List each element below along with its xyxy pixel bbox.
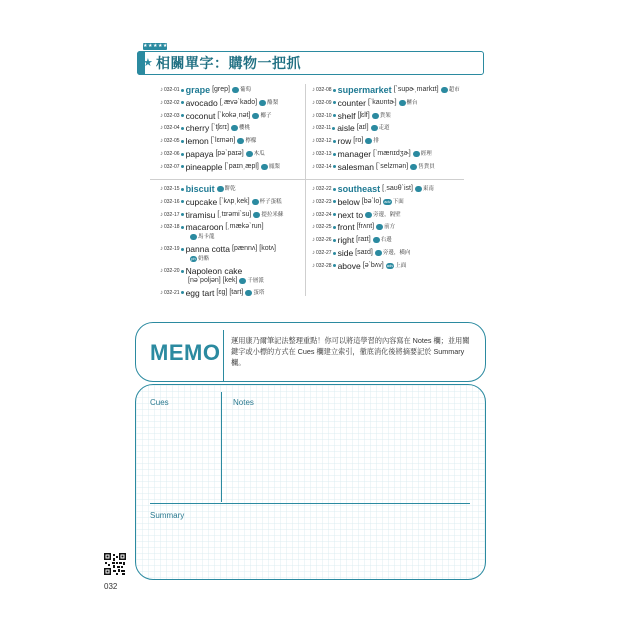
- part-of-speech-badge: adv: [386, 262, 394, 268]
- part-of-speech-badge: [190, 234, 197, 240]
- vocab-item: [160, 243, 276, 255]
- star-icon: ★: [143, 57, 153, 69]
- vocab-ipa: [ˋkokəˌnət]: [217, 111, 251, 119]
- vocab-translation: 排: [373, 138, 379, 145]
- vocab-item: [160, 110, 271, 122]
- part-of-speech-badge: [410, 164, 417, 170]
- vocab-ipa: [ʃɛlf]: [357, 111, 370, 119]
- note-icon[interactable]: ♪: [160, 112, 163, 119]
- vocab-item: [160, 122, 250, 134]
- audio-track-code: 032-15: [164, 186, 180, 192]
- vocab-ipa: [raɪt]: [356, 236, 371, 244]
- note-icon[interactable]: ♪: [312, 151, 315, 157]
- dot-icon: [181, 114, 184, 117]
- vocab-translation: 杯子蛋糕: [259, 198, 282, 205]
- vocab-item-continued: [188, 253, 209, 265]
- part-of-speech-badge: [261, 164, 268, 170]
- part-of-speech-badge: [231, 125, 238, 131]
- vocab-translation: 前方: [384, 224, 396, 231]
- dot-icon: [181, 248, 184, 251]
- vocab-translation: 馬卡龍: [198, 234, 215, 241]
- vocab-item: [312, 247, 410, 259]
- dot-icon: [333, 165, 336, 168]
- note-icon[interactable]: ♪: [160, 268, 163, 274]
- audio-track-code: 032-10: [316, 112, 332, 119]
- dot-icon: [181, 270, 184, 273]
- dot-icon: [333, 264, 336, 267]
- audio-track-code: 032-23: [316, 198, 332, 205]
- vocab-translation: 酪梨: [267, 99, 279, 106]
- vocab-translation: 右邊: [380, 237, 392, 244]
- vocab-item: [312, 161, 435, 173]
- dot-icon: [181, 200, 184, 203]
- vocab-item: [312, 135, 379, 147]
- part-of-speech-badge: [239, 278, 246, 284]
- vocab-item: [312, 97, 418, 109]
- vocab-ipa: [ˋpaɪnˌæpḷ]: [224, 162, 259, 170]
- audio-track-code: 032-26: [316, 237, 332, 244]
- vocab-ipa: [ro]: [353, 137, 364, 145]
- audio-track-code: 032-25: [316, 224, 332, 231]
- vocab-ipa: [ˌsaʊθˋist]: [382, 185, 413, 192]
- dot-icon: [333, 140, 336, 143]
- audio-track-code: 032-01: [164, 87, 180, 93]
- note-icon[interactable]: ♪: [160, 198, 163, 205]
- part-of-speech-badge: [376, 224, 383, 230]
- dot-icon: [333, 89, 336, 92]
- vocab-item: [312, 209, 401, 221]
- vocab-word: salesman: [337, 161, 374, 172]
- dot-icon: [181, 213, 184, 216]
- note-icon[interactable]: ♪: [312, 125, 315, 132]
- vocab-ipa: [ˌtɪrəmiˋsu]: [217, 210, 252, 218]
- vocab-item: [160, 183, 236, 195]
- vocab-translation: 上面: [395, 262, 407, 269]
- dot-icon: [333, 213, 336, 216]
- note-icon[interactable]: ♪: [160, 151, 163, 157]
- audio-track-code: 032-05: [164, 138, 180, 145]
- vocab-ipa: [ɛg] [tart]: [216, 288, 244, 296]
- vocab-ipa: [ˋlɛmən]: [210, 137, 236, 145]
- dot-icon: [181, 89, 184, 92]
- vocab-item: [312, 148, 432, 160]
- vocab-item: [160, 148, 265, 160]
- audio-track-code: 032-09: [316, 99, 332, 106]
- vocab-translation: 東南: [422, 186, 434, 192]
- vocab-word: right: [337, 235, 355, 246]
- vocab-item: [312, 122, 390, 134]
- dot-icon: [333, 114, 336, 117]
- note-icon[interactable]: ♪: [312, 224, 315, 231]
- vocab-ipa: [ˌmækəˋrun]: [225, 223, 264, 231]
- audio-track-code: 032-20: [164, 268, 180, 274]
- note-icon[interactable]: ♪: [312, 87, 315, 93]
- vocab-item: [160, 287, 264, 299]
- part-of-speech-badge: [237, 138, 244, 144]
- cues-column-line: [221, 392, 222, 502]
- dot-icon: [181, 140, 184, 143]
- memo-instructions: 運用康乃爾筆記法整理重點！你可以將這學習的內容寫在 Notes 欄；並用關鍵字或小標的方式在 Cues 欄建立索引，徹底消化後將摘要記於 Summary 欄。: [231, 336, 470, 367]
- vocab-item: [312, 196, 404, 208]
- vocab-word: next to: [337, 209, 364, 220]
- vocab-ipa: [pəˋpaɪə]: [215, 150, 244, 157]
- vocab-translation: 走道: [378, 125, 390, 132]
- vocab-translation: 奶酪: [198, 256, 210, 262]
- part-of-speech-badge: ph: [191, 256, 196, 261]
- vocab-word: avocado: [185, 97, 218, 108]
- vocab-ipa: [ˋmænɪdʒɚ]: [373, 150, 411, 157]
- note-icon[interactable]: ♪: [160, 87, 163, 93]
- dot-icon: [333, 188, 336, 191]
- part-of-speech-badge: [252, 113, 259, 119]
- audio-track-code: 032-27: [316, 250, 332, 256]
- audio-track-code: 032-11: [316, 125, 332, 132]
- vocab-ipa: [ˋselzmən]: [375, 162, 409, 170]
- part-of-speech-badge: [252, 199, 259, 205]
- vocab-word: counter: [337, 97, 366, 108]
- vocab-translation: 鳳梨: [268, 163, 280, 170]
- dot-icon: [181, 127, 184, 130]
- vocab-translation: 售貨員: [418, 163, 435, 170]
- vocab-item: [312, 260, 406, 272]
- vocab-translation: 椰子: [260, 112, 272, 119]
- dot-icon: [333, 101, 336, 104]
- audio-track-code: 032-24: [316, 211, 332, 218]
- vocab-word: coconut: [185, 110, 216, 121]
- part-of-speech-badge: [372, 113, 379, 119]
- audio-track-code: 032-21: [164, 289, 180, 296]
- note-icon[interactable]: ♪: [312, 237, 315, 244]
- audio-track-code: 032-13: [316, 151, 332, 157]
- vocab-item: [312, 84, 460, 96]
- difficulty-stars: ★★★★★: [143, 43, 168, 49]
- vocab-translation: 旁邊，隔壁: [373, 211, 401, 218]
- audio-track-code: 032-06: [164, 151, 180, 157]
- audio-track-code: 032-14: [316, 163, 332, 170]
- note-icon[interactable]: ♪: [160, 224, 163, 231]
- vocab-item: [160, 209, 283, 221]
- vocab-translation: 木瓜: [253, 151, 265, 157]
- note-icon[interactable]: ♪: [312, 250, 315, 256]
- audio-track-code: 032-19: [164, 246, 180, 253]
- note-icon[interactable]: ♪: [160, 163, 163, 170]
- vocab-word: tiramisu: [185, 209, 216, 220]
- vocab-divider-horizontal: [150, 179, 464, 180]
- part-of-speech-badge: adv: [384, 198, 391, 204]
- vocab-word: southeast: [337, 184, 381, 194]
- audio-track-code: 032-02: [164, 99, 180, 106]
- notes-label: Notes: [233, 398, 254, 407]
- vocab-translation: 櫃台: [406, 99, 418, 106]
- vocab-ipa: [grep]: [212, 86, 230, 93]
- vocab-item: [312, 234, 392, 246]
- vocab-word: side: [337, 248, 354, 258]
- audio-track-code: 032-08: [316, 87, 332, 93]
- vocab-divider-vertical: [305, 84, 306, 296]
- vocab-item: [160, 84, 251, 96]
- audio-track-code: 032-18: [164, 224, 180, 231]
- vocab-word: macaroon: [185, 222, 224, 233]
- note-icon[interactable]: ♪: [160, 211, 163, 218]
- note-icon[interactable]: ♪: [160, 99, 163, 106]
- note-icon[interactable]: ♪: [312, 99, 315, 106]
- part-of-speech-badge: [232, 87, 239, 93]
- audio-track-code: 032-17: [164, 211, 180, 218]
- part-of-speech-badge: [217, 186, 224, 192]
- part-of-speech-badge: [373, 237, 380, 243]
- dot-icon: [181, 291, 184, 294]
- dot-icon: [333, 252, 336, 255]
- vocab-translation: 葡萄: [240, 87, 252, 93]
- dot-icon: [181, 165, 184, 168]
- vocab-translation: 櫻桃: [238, 125, 250, 132]
- cues-label: Cues: [150, 398, 169, 407]
- vocab-translation: 提拉米蘇: [261, 211, 284, 218]
- note-icon[interactable]: ♪: [312, 211, 315, 218]
- part-of-speech-badge: [371, 125, 378, 131]
- dot-icon: [333, 226, 336, 229]
- audio-track-code: 032-16: [164, 198, 180, 205]
- vocab-item: [160, 196, 282, 208]
- part-of-speech-badge: [245, 290, 252, 296]
- vocab-word: egg tart: [185, 287, 215, 298]
- summary-line: [150, 503, 470, 504]
- vocab-word: lemon: [185, 136, 209, 147]
- vocab-translation: 貨架: [379, 112, 391, 119]
- part-of-speech-badge: [365, 138, 372, 144]
- audio-track-code: 032-04: [164, 125, 180, 132]
- vocab-ipa: [saɪd]: [355, 249, 373, 256]
- vocab-translation: 千層派: [247, 277, 264, 284]
- vocab-translation: 超市: [448, 87, 460, 93]
- vocab-word: grape: [185, 85, 211, 95]
- vocab-item: [312, 221, 395, 233]
- part-of-speech-badge: [246, 151, 253, 157]
- vocab-word: above: [337, 260, 361, 271]
- note-icon[interactable]: ♪: [160, 125, 163, 132]
- audio-track-code: 032-07: [164, 163, 180, 170]
- vocab-item-continued: [188, 275, 264, 287]
- dot-icon: [181, 153, 184, 156]
- cornell-notes-grid[interactable]: [135, 384, 486, 580]
- part-of-speech-badge: [413, 151, 420, 157]
- dot-icon: [333, 153, 336, 156]
- vocab-item-continued: [188, 231, 215, 243]
- vocab-ipa: [bəˋlo]: [361, 197, 382, 205]
- vocab-ipa: [nəˋpoljən] [kek]: [188, 276, 238, 284]
- dot-icon: [333, 200, 336, 203]
- vocab-item: [160, 161, 280, 173]
- note-icon[interactable]: ♪: [160, 246, 163, 253]
- dot-icon: [181, 188, 184, 191]
- note-icon[interactable]: ♪: [312, 112, 315, 119]
- section-title: 相關單字：購物一把抓: [156, 55, 301, 71]
- dot-icon: [181, 226, 184, 229]
- memo-title: MEMO: [150, 340, 221, 365]
- vocab-word: papaya: [185, 149, 214, 159]
- note-icon[interactable]: ♪: [312, 138, 315, 145]
- part-of-speech-badge: [375, 250, 382, 256]
- vocab-word: row: [337, 136, 352, 147]
- audio-track-code: 032-22: [316, 186, 332, 192]
- vocab-item: [160, 97, 278, 109]
- vocab-translation: 蛋塔: [253, 289, 265, 296]
- vocab-word: Napoleon cake: [185, 266, 243, 276]
- note-icon[interactable]: ♪: [160, 186, 163, 192]
- vocab-translation: 旁邊，橫向: [382, 250, 411, 256]
- vocab-ipa: [əˋbʌv]: [362, 261, 384, 269]
- vocab-translation: 下面: [392, 198, 404, 205]
- vocab-ipa: [ˋsupɚˌmarkɪt]: [393, 86, 439, 93]
- dot-icon: [332, 127, 335, 130]
- vocab-word: panna cotta: [185, 244, 231, 255]
- vocab-word: biscuit: [185, 184, 215, 194]
- vocab-word: shelf: [337, 110, 356, 121]
- note-icon[interactable]: ♪: [312, 163, 315, 170]
- vocab-item: [160, 135, 256, 147]
- part-of-speech-badge: [253, 212, 260, 218]
- audio-track-code: 032-28: [316, 262, 332, 269]
- vocab-word: pineapple: [185, 161, 223, 172]
- part-of-speech-badge: [399, 100, 406, 106]
- part-of-speech-badge: [415, 186, 422, 192]
- part-of-speech-badge: [259, 100, 266, 106]
- qr-code-icon[interactable]: [104, 553, 126, 575]
- note-icon[interactable]: ♪: [160, 289, 163, 296]
- vocab-word: supermarket: [337, 85, 392, 95]
- vocab-word: below: [337, 196, 360, 207]
- vocab-ipa: [ˋkaʊntɚ]: [367, 98, 397, 106]
- page-number: 032: [104, 582, 118, 591]
- part-of-speech-badge: [365, 212, 372, 218]
- vocab-ipa: [pænnʌ] [kotʌ]: [232, 245, 276, 253]
- vocab-ipa: [ˋkʌpˌkek]: [219, 197, 250, 205]
- vocab-ipa: [ˌævəˋkado]: [219, 98, 258, 106]
- vocab-ipa: [frʌnt]: [356, 223, 375, 231]
- vocab-translation: 經理: [420, 151, 432, 157]
- vocab-word: front: [337, 222, 355, 233]
- vocab-word: aisle: [337, 123, 355, 134]
- audio-track-code: 032-03: [164, 112, 180, 119]
- dot-icon: [333, 239, 336, 242]
- audio-track-code: 032-12: [316, 138, 332, 145]
- vocab-item: [312, 183, 434, 195]
- note-icon[interactable]: ♪: [312, 262, 315, 269]
- vocab-translation: 餅乾: [224, 186, 236, 192]
- note-icon[interactable]: ♪: [160, 138, 163, 145]
- note-icon[interactable]: ♪: [312, 198, 315, 205]
- vocab-item: [312, 110, 391, 122]
- vocab-ipa: [ˋtʃɛrɪ]: [211, 124, 229, 132]
- vocab-word: manager: [337, 149, 372, 159]
- dot-icon: [181, 101, 184, 104]
- vocab-word: cupcake: [185, 196, 218, 207]
- vocab-translation: 檸檬: [245, 138, 257, 145]
- memo-separator: [223, 330, 224, 382]
- vocab-ipa: [aɪl]: [356, 124, 369, 132]
- note-icon[interactable]: ♪: [312, 186, 315, 192]
- part-of-speech-badge: [441, 87, 448, 93]
- summary-label: Summary: [150, 511, 185, 520]
- vocab-word: cherry: [185, 123, 210, 134]
